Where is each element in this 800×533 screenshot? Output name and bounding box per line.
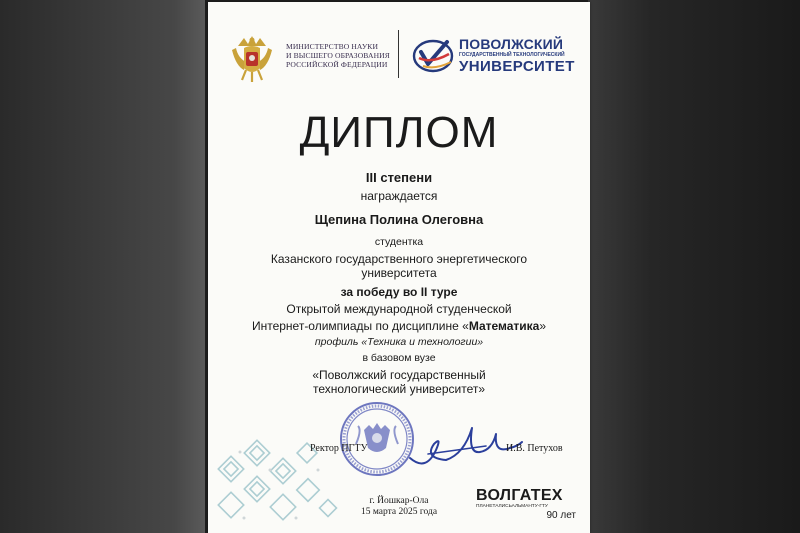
header-divider [398,30,399,78]
coat-of-arms-icon [230,32,274,86]
olympiad-prefix: Интернет-олимпиады по дисциплине « [251,319,469,333]
recipient-name: Щепина Полина Олеговна [314,212,484,227]
university-name-line1: ПОВОЛЖСКИЙ [459,36,564,52]
background-left [0,0,205,533]
institution-line1: Казанского государственного энергетического [270,252,528,266]
ministry-name [286,42,406,70]
recipient-status: студентка [374,236,424,248]
diploma-sheet [208,2,590,533]
official-seal-icon [338,400,416,478]
university-name-line2: ГОСУДАРСТВЕННЫЙ ТЕХНОЛОГИЧЕСКИЙ [459,52,565,58]
university-name [459,37,587,75]
issue-date: 15 марта 2025 года [360,507,438,517]
ministry-line: И ВЫСШЕГО ОБРАЗОВАНИЯ [286,51,390,61]
diploma-degree: III степени [365,170,433,185]
volgatech-brand: ВОЛГАТЕХ [476,487,563,504]
university-name-line3: УНИВЕРСИТЕТ [459,58,575,75]
volgatech-logo [476,487,586,522]
institution-line2: университета [361,266,437,280]
discipline-name: Математика [468,319,540,333]
base-university-line1: «Поволжский государственный [312,368,486,382]
signatory-name: И.В. Петухов [506,443,563,454]
olympiad-line2 [208,319,590,334]
olympiad-suffix: » [539,319,547,333]
profile-text: профиль «Техника и технологии» [314,336,484,348]
ministry-line: РОССИЙСКОЙ ФЕДЕРАЦИИ [286,60,388,70]
volgatech-tagline: ПЛАНЕТАЛИСЬАЛЬМАНТУ-ГТУ [476,504,548,509]
olympiad-line1: Открытой международной студенческой [286,302,512,316]
awarded-text: награждается [360,189,438,203]
ministry-line: МИНИСТЕРСТВО НАУКИ [286,42,379,51]
base-university-line2: технологический университет» [312,382,486,396]
signatory-title: Ректор ПГТУ [310,443,368,454]
diploma-title: ДИПЛОМ [299,108,499,157]
university-logo-icon [411,34,457,76]
volgatech-anniversary: 90 лет [546,510,576,521]
background-right [588,0,800,533]
issue-city: г. Йошкар-Ола [369,496,429,506]
achievement-text: за победу во II туре [340,285,458,299]
base-intro: в базовом вузе [362,352,436,364]
